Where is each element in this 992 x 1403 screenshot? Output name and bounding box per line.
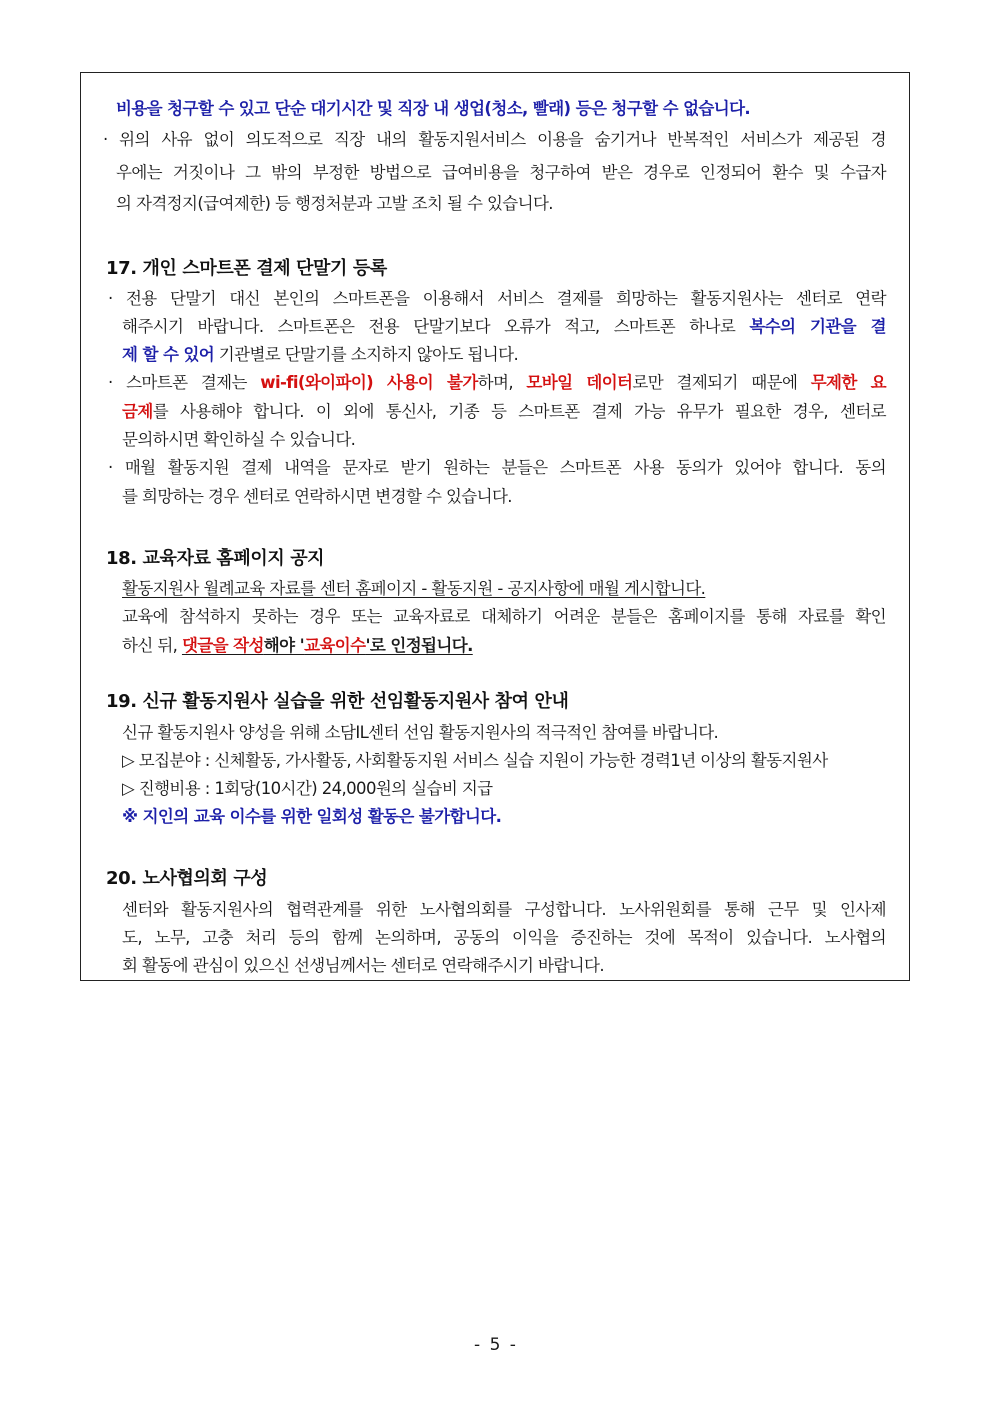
sec17-b1-line-3 <box>122 344 518 366</box>
sec17-b2-text-e: 로만 결제되기 때문에 <box>632 373 811 392</box>
sec17-b3-line-2: 를 희망하는 경우 센터로 연락하시면 변경할 수 있습니다. <box>122 487 512 506</box>
sec17-b1-text-cont: 기관별로 단말기를 소지하지 않아도 됩니다. <box>214 345 519 364</box>
sec17-b2-line-3: 문의하시면 확인하실 수 있습니다. <box>122 430 356 449</box>
sec18-line-2: 교육에 참석하지 못하는 경우 또는 교육자료로 대체하기 어려운 분들은 홈페이지를 통해 자료를 확인 <box>122 607 886 626</box>
sec19-notice-emphasis: ※ 지인의 교육 이수를 위한 일회성 활동은 불가합니다. <box>122 807 502 826</box>
sec19-title: 19. 신규 활동지원사 실습을 위한 선임활동지원사 참여 안내 <box>106 691 569 712</box>
sec17-b2-text-a: · 스마트폰 결제는 <box>108 373 261 392</box>
sec17-b2-unlimited-emphasis: 무제한 요 <box>810 373 886 392</box>
sec18-text-a: 하신 뒤, <box>122 636 182 655</box>
page-number: - 5 - <box>474 1335 518 1355</box>
sec18-text-e: '로 인정됩니다. <box>365 636 473 655</box>
sec18-line-3 <box>122 635 473 657</box>
sec16-emphasis-text: 비용을 청구할 수 있고 단순 대기시간 및 직장 내 생업(청소, 빨래) 등은 청구할 수 없습니다. <box>116 99 751 118</box>
sec16-line-1 <box>116 98 750 120</box>
sec18-line-1: 활동지원사 월례교육 자료를 센터 홈페이지 - 활동지원 - 공지사항에 매월 게시합니다. <box>122 579 706 598</box>
sec18-text-c: 해야 ' <box>263 636 305 655</box>
sec17-b1-text: 해주시기 바랍니다. 스마트폰은 전용 단말기보다 오류가 적고, 스마트폰 하나로 <box>122 317 750 336</box>
sec18-underlined-phrase <box>182 636 473 655</box>
sec17-b2-text-cont: 를 사용해야 합니다. 이 외에 통신사, 기종 등 스마트폰 결제 가능 유무가 필요한 경우, 센터로 <box>152 402 886 421</box>
sec17-b2-line-2 <box>122 401 886 423</box>
sec19-line-2: ▷ 모집분야 : 신체활동, 가사활동, 사회활동지원 서비스 실습 지원이 가능한 경력1년 이상의 활동지원사 <box>122 751 828 770</box>
sec18-comment-emphasis: 댓글을 작성 <box>181 636 264 655</box>
sec17-b2-text-c: 하며, <box>477 373 527 392</box>
sec19-line-4 <box>122 806 501 828</box>
sec18-title: 18. 교육자료 홈페이지 공지 <box>106 548 325 569</box>
sec17-b2-mobile-emphasis: 모바일 데이터 <box>526 373 633 392</box>
sec16-line-3: 우에는 거짓이나 그 밖의 부정한 방법으로 급여비용을 청구하여 받은 경우로 인정되어 환수 및 수급자 <box>116 163 886 182</box>
sec17-b1-emphasis: 복수의 기관을 결 <box>749 317 886 336</box>
sec17-b3-line-1: · 매월 활동지원 결제 내역을 문자로 받기 원하는 분들은 스마트폰 사용 동의가 있어야 합니다. 동의 <box>108 458 886 477</box>
sec20-line-2: 도, 노무, 고충 처리 등의 함께 논의하며, 공동의 이익을 증진하는 것에 목적이 있습니다. 노사협의 <box>122 928 886 947</box>
sec18-completion-emphasis: 교육이수 <box>304 636 366 655</box>
sec17-title: 17. 개인 스마트폰 결제 단말기 등록 <box>106 258 387 279</box>
sec20-line-1: 센터와 활동지원사의 협력관계를 위한 노사협의회를 구성합니다. 노사위원회를 통해 근무 및 인사제 <box>122 900 886 919</box>
sec17-b2-plan-emphasis: 금제 <box>122 402 153 421</box>
sec20-title: 20. 노사협의회 구성 <box>106 868 268 889</box>
sec19-line-1: 신규 활동지원사 양성을 위해 소담IL센터 선임 활동지원사의 적극적인 참여를 바랍니다. <box>122 723 719 742</box>
sec17-b1-line-1: · 전용 단말기 대신 본인의 스마트폰을 이용해서 서비스 결제를 희망하는 활동지원사는 센터로 연락 <box>108 289 886 308</box>
sec17-b2-wifi-emphasis: wi-fi(와이파이) 사용이 불가 <box>260 373 478 392</box>
sec16-line-2: · 위의 사유 없이 의도적으로 직장 내의 활동지원서비스 이용을 숨기거나 반복적인 서비스가 제공된 경 <box>103 130 886 149</box>
sec16-line-4: 의 자격정지(급여제한) 등 행정처분과 고발 조치 될 수 있습니다. <box>116 194 553 213</box>
sec17-b2-line-1 <box>108 372 886 394</box>
sec17-b1-line-2 <box>122 316 886 338</box>
sec17-b1-emphasis-cont: 제 할 수 있어 <box>122 345 215 364</box>
sec19-line-3: ▷ 진행비용 : 1회당(10시간) 24,000원의 실습비 지급 <box>122 779 493 798</box>
sec20-line-3: 회 활동에 관심이 있으신 선생님께서는 센터로 연락해주시기 바랍니다. <box>122 956 604 975</box>
